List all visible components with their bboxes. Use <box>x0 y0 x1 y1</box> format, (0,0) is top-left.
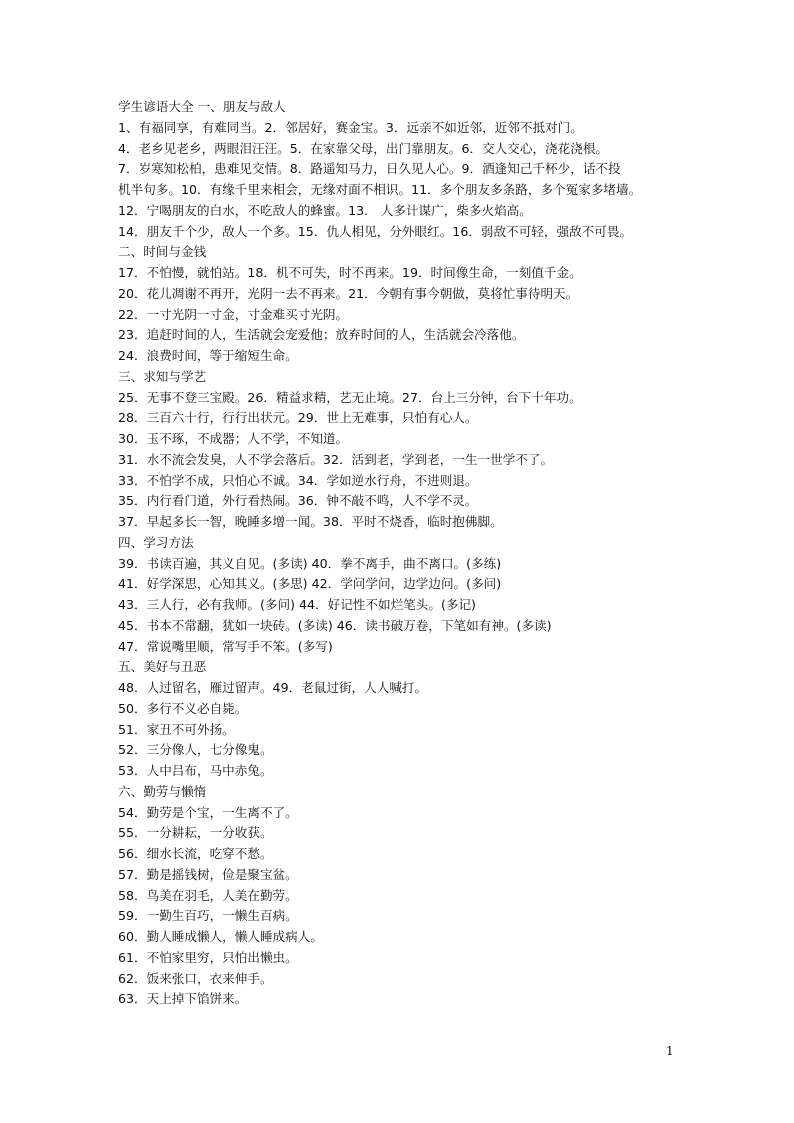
text-line: 59．一勤生百巧，一懒生百病。 <box>118 908 298 924</box>
text-line: 7．岁寒知松柏，患难见交情。8．路遥知马力，日久见人心。9．酒逢知己千杯少，话不投 <box>118 161 621 177</box>
text-line: 机半句多。10．有缘千里来相会，无缘对面不相识。11．多个朋友多条路，多个冤家多堵墙。 <box>118 182 642 197</box>
text-line: 47．常说嘴里顺，常写手不笨。(多写) <box>118 638 333 654</box>
text-line: 53．人中吕布，马中赤兔。 <box>118 763 273 778</box>
text-line: 50．多行不义必自毙。 <box>118 700 248 716</box>
text-line: 56．细水长流，吃穿不愁。 <box>118 846 273 861</box>
text-line: 23．追赶时间的人，生活就会宠爱他；放弃时间的人，生活就会冷落他。 <box>118 327 525 343</box>
text-line: 六、勤劳与懒惰 <box>118 783 207 799</box>
text-line: 51．家丑不可外扬。 <box>118 721 235 737</box>
text-line: 20．花儿凋谢不再开，光阴一去不再来。21．今朝有事今朝做，莫将忙事待明天。 <box>118 285 579 301</box>
text-line: 24．浪费时间，等于缩短生命。 <box>118 348 298 363</box>
text-line: 48．人过留名，雁过留声。49．老鼠过街，人人喊打。 <box>118 680 428 695</box>
page-number: 1 <box>666 1044 674 1058</box>
text-line: 学生谚语大全 一、朋友与敌人 <box>118 99 286 114</box>
text-line: 39．书读百遍，其义自见。(多读) 40．拳不离手，曲不离口。(多练) <box>118 555 502 571</box>
text-line: 25．无事不登三宝殿。26．精益求精，艺无止境。27．台上三分钟，台下十年功。 <box>118 389 582 405</box>
text-line: 62．饭来张口，衣来伸手。 <box>118 970 273 986</box>
text-line: 12．宁喝朋友的白水，不吃敌人的蜂蜜。13. 人多计谋广，柴多火焰高。 <box>118 202 532 218</box>
document-body <box>118 97 688 1010</box>
text-line: 28．三百六十行，行行出状元。29．世上无难事，只怕有心人。 <box>118 410 478 426</box>
text-line: 55．一分耕耘，一分收获。 <box>118 825 273 841</box>
text-line: 54．勤劳是个宝，一生离不了。 <box>118 804 298 820</box>
text-line: 1、有福同享，有难同当。2．邻居好，赛金宝。3．远亲不如近邻，近邻不抵对门。 <box>118 119 583 135</box>
text-line: 37．早起多长一智，晚睡多增一闻。38．平时不烧香，临时抱佛脚。 <box>118 514 503 529</box>
text-line: 45．书本不常翻，犹如一块砖。(多读) 46．读书破万卷，下笔如有神。(多读) <box>118 617 552 633</box>
text-line: 60．勤人睡成懒人，懒人睡成病人。 <box>118 929 323 944</box>
text-line: 33．不怕学不成，只怕心不诚。34．学如逆水行舟，不进则退。 <box>118 472 478 488</box>
text-line: 22．一寸光阴一寸金，寸金难买寸光阴。 <box>118 306 349 322</box>
text-line: 61．不怕家里穷，只怕出懒虫。 <box>118 949 298 965</box>
text-line: 63．天上掉下馅饼来。 <box>118 991 248 1007</box>
text-line: 35．内行看门道，外行看热闹。36．钟不敲不鸣，人不学不灵。 <box>118 493 478 509</box>
text-line: 4．老乡见老乡，两眼泪汪汪。5．在家靠父母，出门靠朋友。6．交人交心，浇花浇根。 <box>118 140 609 156</box>
text-line: 41．好学深思，心知其义。(多思) 42．学问学问，边学边问。(多问) <box>118 576 502 592</box>
text-line: 43．三人行，必有我师。(多问) 44．好记性不如烂笔头。(多记) <box>118 597 476 612</box>
text-line: 14．朋友千个少，敌人一个多。15．仇人相见，分外眼红。16．弱敌不可轻，强敌不可畏。 <box>118 223 633 239</box>
text-line: 四、学习方法 <box>118 534 194 550</box>
text-line: 57．勤是摇钱树，俭是聚宝盆。 <box>118 866 298 882</box>
text-line: 30．玉不琢，不成器；人不学，不知道。 <box>118 431 349 446</box>
text-line: 58．鸟美在羽毛，人美在勤劳。 <box>118 887 298 903</box>
text-line: 31．水不流会发臭，人不学会落后。32．活到老，学到老，一生一世学不了。 <box>118 451 554 467</box>
text-line: 三、求知与学艺 <box>118 368 207 384</box>
text-line: 二、时间与金钱 <box>118 244 207 260</box>
text-line: 52．三分像人，七分像鬼。 <box>118 742 273 758</box>
text-line: 五、美好与丑恶 <box>118 659 207 675</box>
text-line: 17．不怕慢，就怕站。18．机不可失，时不再来。19．时间像生命，一刻值千金。 <box>118 265 582 280</box>
